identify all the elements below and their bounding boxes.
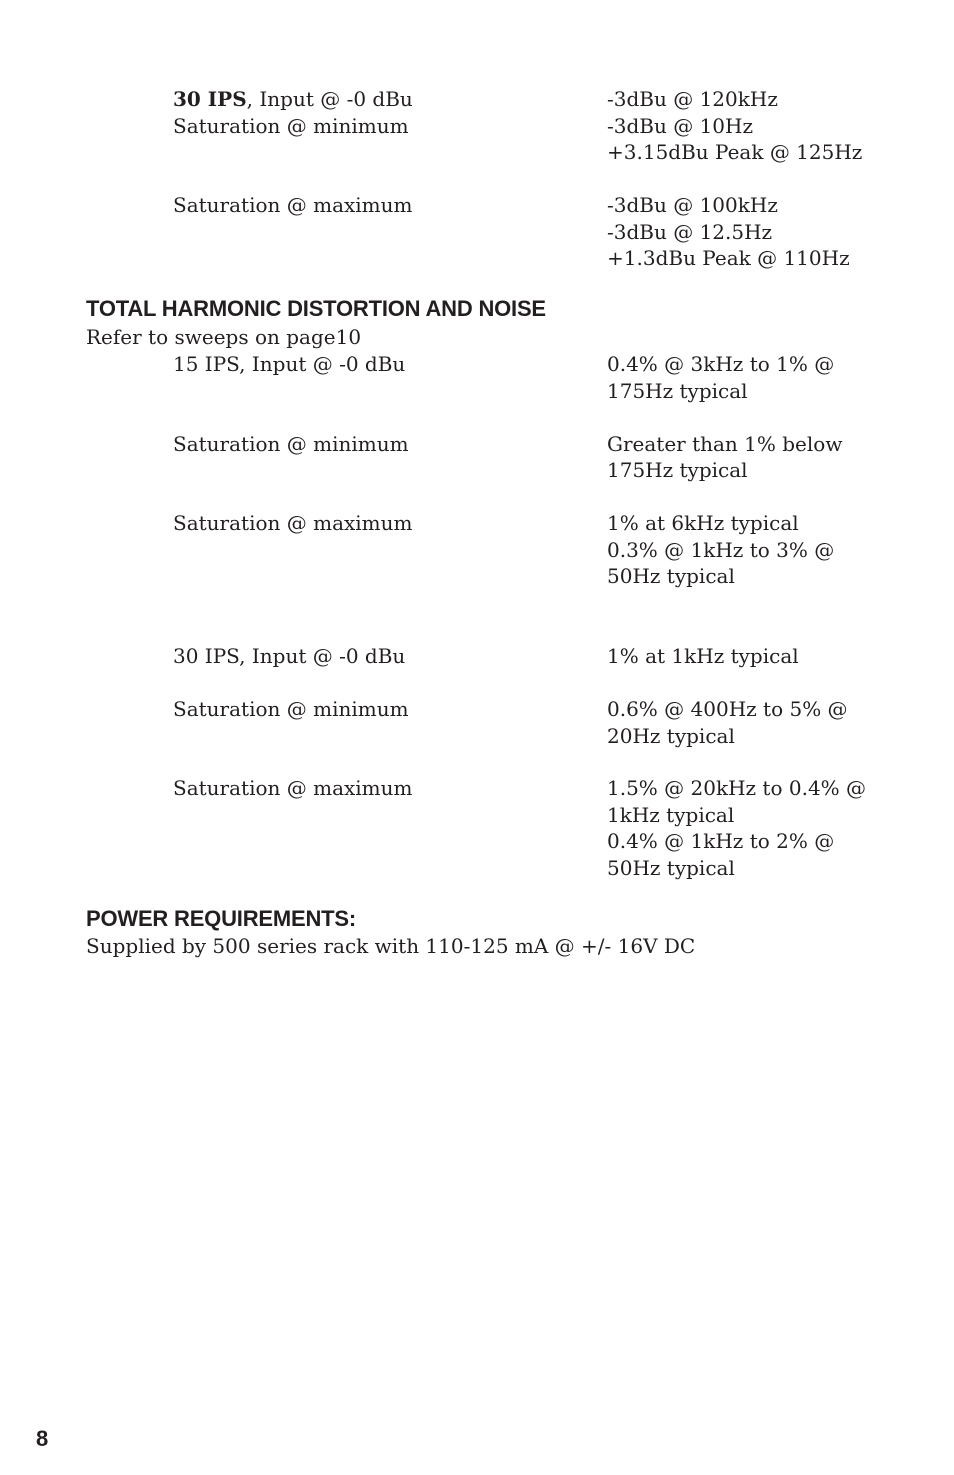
spec-value: 175Hz typical (607, 458, 748, 482)
spec-value: +3.15dBu Peak @ 125Hz (607, 140, 863, 164)
spec-value: -3dBu @ 120kHz (607, 87, 778, 111)
spec-value: 0.6% @ 400Hz to 5% @ (607, 697, 848, 721)
spec-label: 15 IPS, Input @ -0 dBu (173, 352, 406, 376)
spec-value: 1.5% @ 20kHz to 0.4% @ (607, 776, 867, 800)
refer-note: Refer to sweeps on page10 (86, 325, 362, 349)
spec-value: 1% at 1kHz typical (607, 644, 799, 668)
power-text: Supplied by 500 series rack with 110-125 mA @ +/- 16V DC (86, 934, 696, 958)
spec-label: Saturation @ minimum (173, 431, 409, 456)
spec-label-30ips-bold: 30 IPS (173, 87, 247, 111)
spec-value: 1kHz typical (607, 802, 735, 827)
spec-value: 50Hz typical (607, 564, 735, 588)
spec-label: Saturation @ maximum (173, 511, 413, 535)
spec-value: -3dBu @ 10Hz (607, 113, 754, 138)
section-heading-power: POWER REQUIREMENTS: (86, 906, 356, 931)
spec-value: 175Hz typical (607, 378, 748, 403)
spec-value: Greater than 1% below (607, 431, 843, 456)
spec-value: 20Hz typical (607, 723, 735, 748)
spec-label-30ips-rest: , Input @ -0 dBu (246, 87, 413, 111)
spec-value: 0.3% @ 1kHz to 3% @ (607, 537, 835, 562)
spec-value: 0.4% @ 3kHz to 1% @ (607, 352, 835, 376)
spec-value: -3dBu @ 100kHz (607, 193, 778, 217)
spec-value: -3dBu @ 12.5Hz (607, 219, 773, 244)
page-number: 8 (36, 1426, 49, 1451)
spec-value: +1.3dBu Peak @ 110Hz (607, 246, 850, 270)
spec-value: 50Hz typical (607, 855, 735, 880)
spec-label: Saturation @ minimum (173, 697, 409, 721)
spec-label-30ips (173, 86, 413, 113)
spec-label: Saturation @ maximum (173, 193, 413, 217)
spec-value: 1% at 6kHz typical (607, 511, 799, 535)
section-heading-thd: TOTAL HARMONIC DISTORTION AND NOISE (86, 296, 546, 321)
spec-label: Saturation @ minimum (173, 113, 409, 138)
spec-value: 0.4% @ 1kHz to 2% @ (607, 829, 835, 853)
spec-label: Saturation @ maximum (173, 776, 413, 800)
spec-label: 30 IPS, Input @ -0 dBu (173, 644, 406, 668)
